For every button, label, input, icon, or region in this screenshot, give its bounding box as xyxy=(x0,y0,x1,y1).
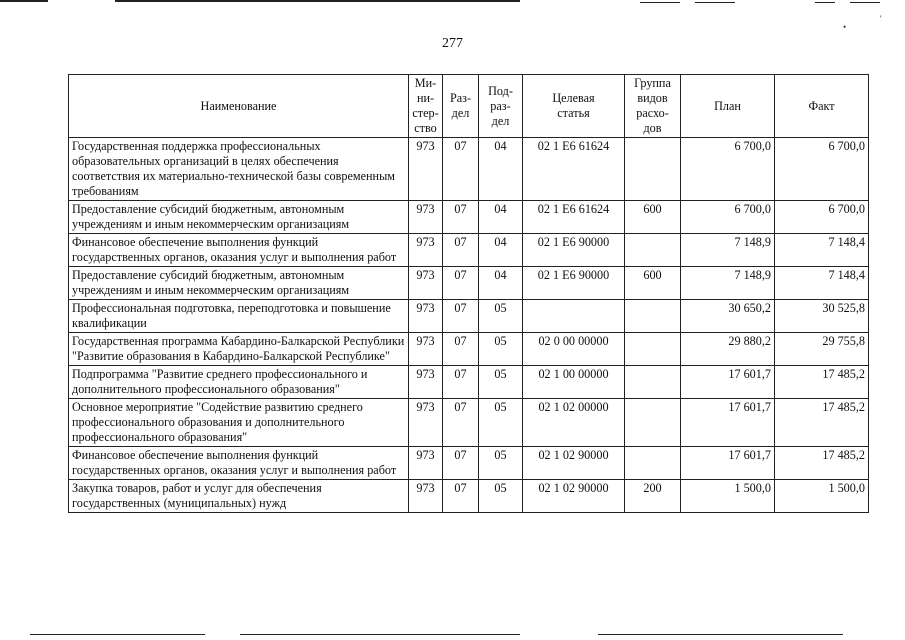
cell-target: 02 1 Е6 61624 xyxy=(523,138,625,201)
cell-ministry: 973 xyxy=(409,366,443,399)
cell-section: 07 xyxy=(443,267,479,300)
cell-name: Финансовое обеспечение выполнения функций государственных органов, оказания услуг и выполнения работ xyxy=(69,234,409,267)
cell-ministry: 973 xyxy=(409,201,443,234)
table-row xyxy=(69,234,869,267)
cell-plan: 30 650,2 xyxy=(681,300,775,333)
cell-target: 02 1 02 00000 xyxy=(523,399,625,447)
cell-name: Основное мероприятие "Содействие развитию среднего профессионального образования и дополнительного профессионального образования" xyxy=(69,399,409,447)
header-fact: Факт xyxy=(775,75,869,138)
scan-edge-top-middle xyxy=(115,0,520,2)
cell-plan: 29 880,2 xyxy=(681,333,775,366)
cell-fact: 6 700,0 xyxy=(775,138,869,201)
cell-fact: 7 148,4 xyxy=(775,234,869,267)
scan-speck-2: ' xyxy=(880,14,882,24)
cell-section: 07 xyxy=(443,333,479,366)
table-body xyxy=(69,138,869,513)
cell-section: 07 xyxy=(443,138,479,201)
cell-name: Предоставление субсидий бюджетным, автономным учреждениям и иным некоммерческим организациям xyxy=(69,267,409,300)
cell-expense-group: 600 xyxy=(625,201,681,234)
cell-plan: 7 148,9 xyxy=(681,267,775,300)
scan-edge-top-right-c xyxy=(815,2,835,3)
cell-fact: 17 485,2 xyxy=(775,366,869,399)
table-row xyxy=(69,201,869,234)
cell-section: 07 xyxy=(443,300,479,333)
header-name: Наименование xyxy=(69,75,409,138)
cell-target: 02 1 02 90000 xyxy=(523,480,625,513)
cell-plan: 17 601,7 xyxy=(681,447,775,480)
cell-section: 07 xyxy=(443,399,479,447)
cell-plan: 7 148,9 xyxy=(681,234,775,267)
cell-subsection: 04 xyxy=(479,234,523,267)
table-row xyxy=(69,300,869,333)
cell-subsection: 05 xyxy=(479,333,523,366)
cell-fact: 17 485,2 xyxy=(775,399,869,447)
cell-ministry: 973 xyxy=(409,447,443,480)
cell-target: 02 1 02 90000 xyxy=(523,447,625,480)
cell-target: 02 1 00 00000 xyxy=(523,366,625,399)
cell-expense-group xyxy=(625,399,681,447)
cell-target xyxy=(523,300,625,333)
cell-expense-group xyxy=(625,138,681,201)
cell-ministry: 973 xyxy=(409,480,443,513)
header-subsection: Под- раз- дел xyxy=(479,75,523,138)
cell-name: Профессиональная подготовка, переподготовка и повышение квалификации xyxy=(69,300,409,333)
cell-subsection: 05 xyxy=(479,366,523,399)
cell-expense-group xyxy=(625,333,681,366)
page-number: 277 xyxy=(442,36,463,51)
table-row xyxy=(69,480,869,513)
header-section: Раз- дел xyxy=(443,75,479,138)
cell-section: 07 xyxy=(443,447,479,480)
cell-ministry: 973 xyxy=(409,267,443,300)
cell-fact: 29 755,8 xyxy=(775,333,869,366)
cell-ministry: 973 xyxy=(409,234,443,267)
table-row xyxy=(69,333,869,366)
cell-subsection: 04 xyxy=(479,267,523,300)
cell-expense-group xyxy=(625,300,681,333)
table-row xyxy=(69,399,869,447)
cell-section: 07 xyxy=(443,480,479,513)
cell-fact: 1 500,0 xyxy=(775,480,869,513)
cell-subsection: 05 xyxy=(479,480,523,513)
cell-plan: 17 601,7 xyxy=(681,399,775,447)
cell-ministry: 973 xyxy=(409,399,443,447)
cell-name: Предоставление субсидий бюджетным, автономным учреждениям и иным некоммерческим организациям xyxy=(69,201,409,234)
cell-plan: 1 500,0 xyxy=(681,480,775,513)
table-header-row xyxy=(69,75,869,138)
cell-section: 07 xyxy=(443,201,479,234)
cell-fact: 7 148,4 xyxy=(775,267,869,300)
scan-speck-1: • xyxy=(843,22,847,32)
budget-table xyxy=(68,74,869,513)
cell-subsection: 04 xyxy=(479,201,523,234)
cell-target: 02 0 00 00000 xyxy=(523,333,625,366)
cell-name: Государственная программа Кабардино-Балкарской Республики "Развитие образования в Кабардино-Балкарской Республике" xyxy=(69,333,409,366)
cell-expense-group: 200 xyxy=(625,480,681,513)
cell-subsection: 05 xyxy=(479,447,523,480)
scan-edge-top-left xyxy=(0,0,48,2)
table-row xyxy=(69,267,869,300)
cell-name: Подпрограмма "Развитие среднего профессионального и дополнительного профессионального образования" xyxy=(69,366,409,399)
cell-subsection: 04 xyxy=(479,138,523,201)
cell-ministry: 973 xyxy=(409,300,443,333)
cell-plan: 6 700,0 xyxy=(681,138,775,201)
scan-edge-bottom-middle xyxy=(240,634,520,635)
cell-plan: 17 601,7 xyxy=(681,366,775,399)
table-row xyxy=(69,447,869,480)
cell-target: 02 1 Е6 90000 xyxy=(523,234,625,267)
cell-subsection: 05 xyxy=(479,399,523,447)
cell-expense-group xyxy=(625,447,681,480)
cell-target: 02 1 Е6 90000 xyxy=(523,267,625,300)
cell-ministry: 973 xyxy=(409,333,443,366)
scan-edge-bottom-left xyxy=(30,634,205,635)
cell-fact: 30 525,8 xyxy=(775,300,869,333)
scan-edge-top-right-a xyxy=(640,2,680,3)
header-ministry: Ми- ни- стер- ство xyxy=(409,75,443,138)
scan-edge-top-right-d xyxy=(850,2,880,3)
cell-expense-group xyxy=(625,234,681,267)
cell-section: 07 xyxy=(443,234,479,267)
cell-ministry: 973 xyxy=(409,138,443,201)
cell-expense-group xyxy=(625,366,681,399)
header-target: Целевая статья xyxy=(523,75,625,138)
table-row xyxy=(69,366,869,399)
cell-name: Закупка товаров, работ и услуг для обеспечения государственных (муниципальных) нужд xyxy=(69,480,409,513)
cell-name: Финансовое обеспечение выполнения функций государственных органов, оказания услуг и выполнения работ xyxy=(69,447,409,480)
scan-edge-top-right-b xyxy=(695,2,735,3)
cell-subsection: 05 xyxy=(479,300,523,333)
cell-name: Государственная поддержка профессиональных образовательных организаций в целях обеспечения соответствия их материально-технической базы современным требованиям xyxy=(69,138,409,201)
cell-section: 07 xyxy=(443,366,479,399)
header-plan: План xyxy=(681,75,775,138)
cell-expense-group: 600 xyxy=(625,267,681,300)
cell-target: 02 1 Е6 61624 xyxy=(523,201,625,234)
table-row xyxy=(69,138,869,201)
cell-plan: 6 700,0 xyxy=(681,201,775,234)
cell-fact: 17 485,2 xyxy=(775,447,869,480)
cell-fact: 6 700,0 xyxy=(775,201,869,234)
header-expense-group: Группа видов расхо- дов xyxy=(625,75,681,138)
scan-edge-bottom-right xyxy=(598,634,843,635)
